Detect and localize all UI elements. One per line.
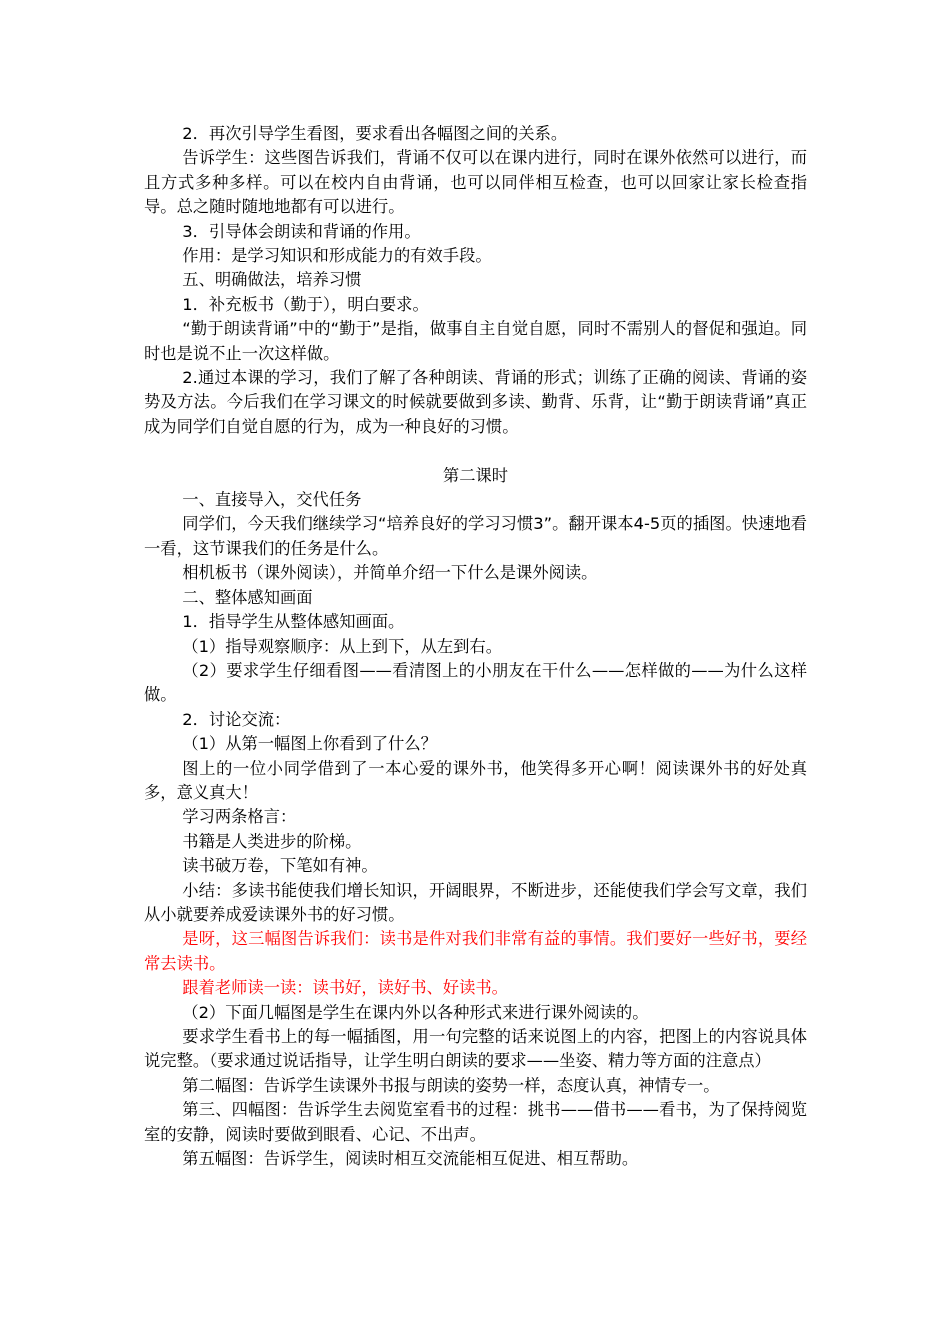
paragraph: （2）要求学生仔细看图——看清图上的小朋友在干什么——怎样做的——为什么这样做。 <box>144 660 807 705</box>
paragraph: “勤于朗读背诵”中的“勤于”是指，做事自主自觉自愿，同时不需别人的督促和强迫。同时也是说不止一次这样做。 <box>144 319 807 363</box>
paragraph: 学习两条格言： <box>182 807 297 827</box>
blank-line <box>144 439 807 463</box>
paragraph: 图上的一位小同学借到了一本心爱的课外书，他笑得多开心啊！阅读课外书的好处真多，意义真大！ <box>144 758 807 802</box>
paragraph: 2.通过本课的学习，我们了解了各种朗读、背诵的形式；训练了正确的阅读、背诵的姿势及方法。今后我们在学习课文的时候就要做到多读、勤背、乐背，让“勤于朗读背诵”真正成为同学们自觉自愿的行为，成为一种良好的习惯。 <box>144 368 807 436</box>
paragraph: （1）指导观察顺序：从上到下，从左到右。 <box>182 636 503 656</box>
paragraph: 第五幅图：告诉学生，阅读时相互交流能相互促进、相互帮助。 <box>182 1149 639 1169</box>
paragraph: 小结：多读书能使我们增长知识，开阔眼界，不断进步，还能使我们学会写文章，我们从小就要养成爱读课外书的好习惯。 <box>144 880 807 924</box>
paragraph: 告诉学生：这些图告诉我们，背诵不仅可以在课内进行，同时在课外依然可以进行，而且方式多种多样。可以在校内自由背诵，也可以同伴相互检查，也可以回家让家长检查指导。总之随时随地地都有可以进行。 <box>144 148 807 217</box>
paragraph: 书籍是人类进步的阶梯。 <box>182 831 362 851</box>
paragraph: 2．再次引导学生看图，要求看出各幅图之间的关系。 <box>182 124 568 143</box>
paragraph: 1．指导学生从整体感知画面。 <box>182 612 405 632</box>
paragraph: 二、整体感知画面 <box>182 587 313 607</box>
paragraph: 相机板书（课外阅读），并简单介绍一下什么是课外阅读。 <box>182 563 598 583</box>
paragraph: 第三、四幅图：告诉学生去阅览室看书的过程：挑书——借书——看书，为了保持阅览室的安静，阅读时要做到眼看、心记、不出声。 <box>144 1100 807 1144</box>
paragraph: 五、明确做法，培养习惯 <box>182 270 362 290</box>
paragraph: 3．引导体会朗读和背诵的作用。 <box>182 221 421 241</box>
paragraph: 作用：是学习知识和形成能力的有效手段。 <box>182 246 492 266</box>
paragraph: 2．讨论交流： <box>182 709 291 729</box>
document-page <box>144 122 807 1171</box>
paragraph: 一、直接导入，交代任务 <box>182 490 362 510</box>
paragraph: 要求学生看书上的每一幅插图，用一句完整的话来说图上的内容，把图上的内容说具体说完整。（要求通过说话指导，让学生明白朗读的要求——坐姿、精力等方面的注意点） <box>144 1027 807 1071</box>
paragraph: 跟着老师读一读：读书好，读好书、好读书。 <box>182 978 508 998</box>
paragraph: 1．补充板书（勤于），明白要求。 <box>182 294 429 314</box>
paragraph: 是呀，这三幅图告诉我们：读书是件对我们非常有益的事情。我们要好一些好书，要经常去读书。 <box>144 929 807 973</box>
paragraph: 第二幅图：告诉学生读课外书报与朗读的姿势一样，态度认真，神情专一。 <box>182 1075 720 1095</box>
paragraph: （2）下面几幅图是学生在课内外以各种形式来进行课外阅读的。 <box>182 1002 649 1022</box>
section-heading: 第二课时 <box>442 465 509 485</box>
paragraph: 同学们，今天我们继续学习“培养良好的学习习惯3”。翻开课本4-5页的插图。快速地看一看，这节课我们的任务是什么。 <box>144 514 807 558</box>
paragraph: （1）从第一幅图上你看到了什么？ <box>182 734 437 754</box>
paragraph: 读书破万卷，下笔如有神。 <box>182 856 378 876</box>
